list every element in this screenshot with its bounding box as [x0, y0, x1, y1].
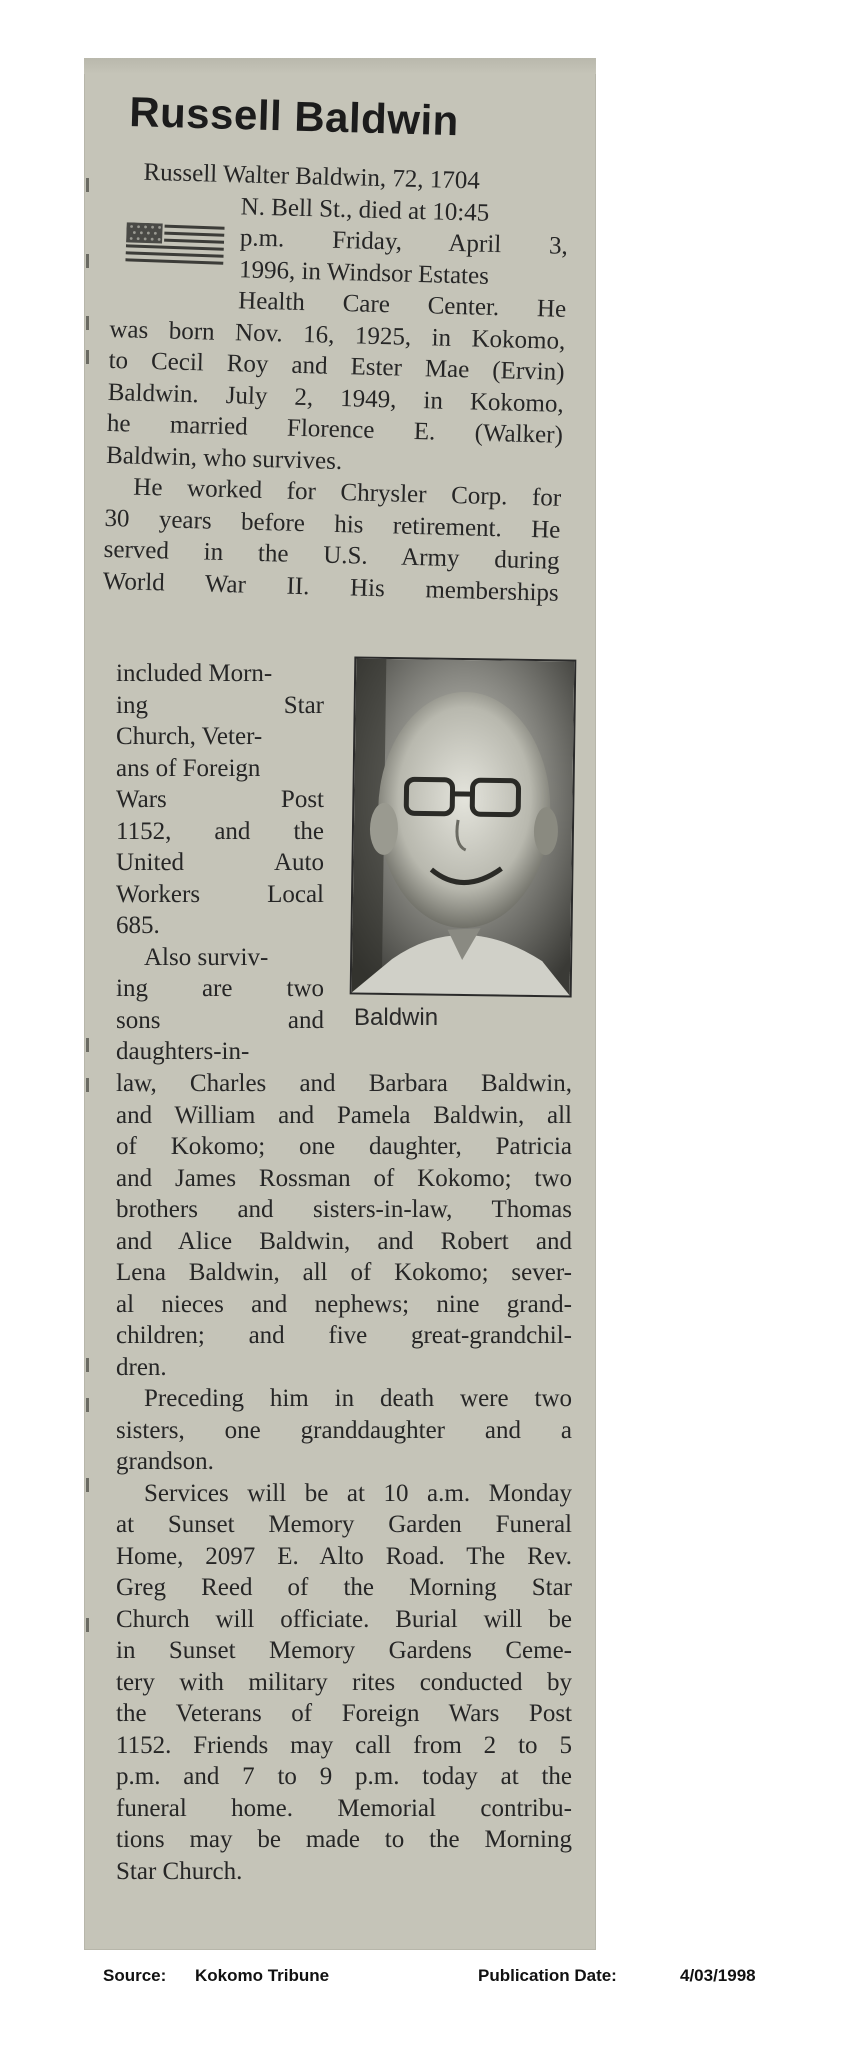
obituary-survivors-and-services	[116, 1068, 572, 1887]
line: and Alice Baldwin, and Robert and	[116, 1227, 572, 1255]
source-label: Source:	[103, 1966, 167, 1985]
line: sisters, one granddaughter and a	[116, 1416, 572, 1444]
line: grandson.	[116, 1448, 214, 1475]
line: 1152. Friends may call from 2 to 5	[116, 1731, 572, 1759]
source-value: Kokomo Tribune	[195, 1966, 330, 1985]
edge-mark	[86, 1078, 89, 1092]
line: p.m. and 7 to 9 p.m. today at the	[116, 1763, 572, 1790]
line: Wars Post	[116, 786, 324, 813]
line: 30 years before his retirement. He	[104, 504, 561, 544]
line: ing are two	[116, 975, 324, 1002]
line: in Sunset Memory Gardens Ceme-	[116, 1637, 572, 1664]
line: to Cecil Roy and Ester Mae (Ervin)	[108, 346, 565, 386]
line: tery with military rites conducted by	[116, 1668, 572, 1696]
line: Russell Walter Baldwin, 72, 1704	[143, 158, 481, 195]
line: Also surviv-	[144, 943, 269, 971]
line: 685.	[116, 912, 160, 939]
line: p.m. Friday, April 3,	[239, 224, 569, 260]
line: Home, 2097 E. Alto Road. The Rev.	[116, 1542, 572, 1570]
line: included Morn-	[116, 660, 273, 687]
obituary-narrow-column	[116, 658, 324, 1068]
line: of Kokomo; one daughter, Patricia	[116, 1133, 572, 1160]
edge-mark	[86, 1618, 89, 1632]
line: Church will officiate. Burial will be	[116, 1605, 572, 1633]
line: served in the U.S. Army during	[103, 535, 560, 575]
line: Health Care Center. He	[237, 287, 567, 323]
line: brothers and sisters-in-law, Thomas	[116, 1196, 572, 1223]
edge-mark	[86, 1478, 89, 1492]
line: and James Rossman of Kokomo; two	[116, 1164, 572, 1192]
obituary-opening	[102, 156, 569, 609]
edge-mark	[86, 254, 89, 268]
newspaper-clipping	[84, 58, 596, 1950]
line: Preceding him in death were two	[144, 1385, 572, 1412]
line: sons and	[116, 1006, 324, 1034]
edge-mark	[86, 1038, 89, 1052]
edge-mark	[86, 1398, 89, 1412]
line: World War II. His memberships	[102, 567, 560, 607]
line: 1996, in Windsor Estates	[238, 255, 490, 290]
line: He worked for Chrysler Corp. for	[132, 473, 562, 512]
edge-mark	[86, 350, 89, 364]
obituary-headline: Russell Baldwin	[128, 88, 460, 145]
line: at Sunset Memory Garden Funeral	[116, 1511, 572, 1538]
line: and William and Pamela Baldwin, all	[116, 1101, 572, 1129]
line: the Veterans of Foreign Wars Post	[116, 1700, 572, 1727]
line: Services will be at 10 a.m. Monday	[144, 1479, 572, 1507]
line: daughters-in-	[116, 1038, 250, 1065]
line: law, Charles and Barbara Baldwin,	[116, 1070, 572, 1097]
edge-mark	[86, 178, 89, 192]
edge-mark	[86, 316, 89, 330]
line: Baldwin. July 2, 1949, in Kokomo,	[107, 378, 565, 418]
line: was born Nov. 16, 1925, in Kokomo,	[109, 315, 566, 355]
line: al nieces and nephews; nine grand-	[116, 1290, 572, 1318]
line: United Auto	[116, 849, 324, 876]
publication-date-label: Publication Date:	[478, 1966, 617, 1985]
line: Greg Reed of the Morning Star	[116, 1574, 572, 1601]
portrait-photo	[350, 656, 577, 997]
line: 1152, and the	[116, 817, 324, 845]
line: he married Florence E. (Walker)	[106, 409, 564, 449]
publication-date-value: 4/03/1998	[680, 1966, 756, 1985]
line: Baldwin, who survives.	[105, 441, 343, 475]
line: Church, Veter-	[116, 723, 263, 750]
edge-mark	[86, 1358, 89, 1372]
line: Lena Baldwin, all of Kokomo; sever-	[116, 1259, 572, 1286]
line: Workers Local	[116, 880, 324, 908]
line: N. Bell St., died at 10:45	[240, 192, 490, 227]
line: ing Star	[116, 691, 324, 719]
line: Star Church.	[116, 1857, 243, 1885]
clipping-top-shade	[84, 58, 596, 74]
left-edge-marks	[84, 58, 92, 1950]
line: funeral home. Memorial contribu-	[116, 1794, 572, 1822]
line: dren.	[116, 1353, 167, 1381]
line: ans of Foreign	[116, 754, 261, 782]
line: children; and five great-grandchil-	[116, 1322, 572, 1349]
photo-caption: Baldwin	[354, 1004, 439, 1031]
line: tions may be made to the Morning	[116, 1826, 572, 1853]
